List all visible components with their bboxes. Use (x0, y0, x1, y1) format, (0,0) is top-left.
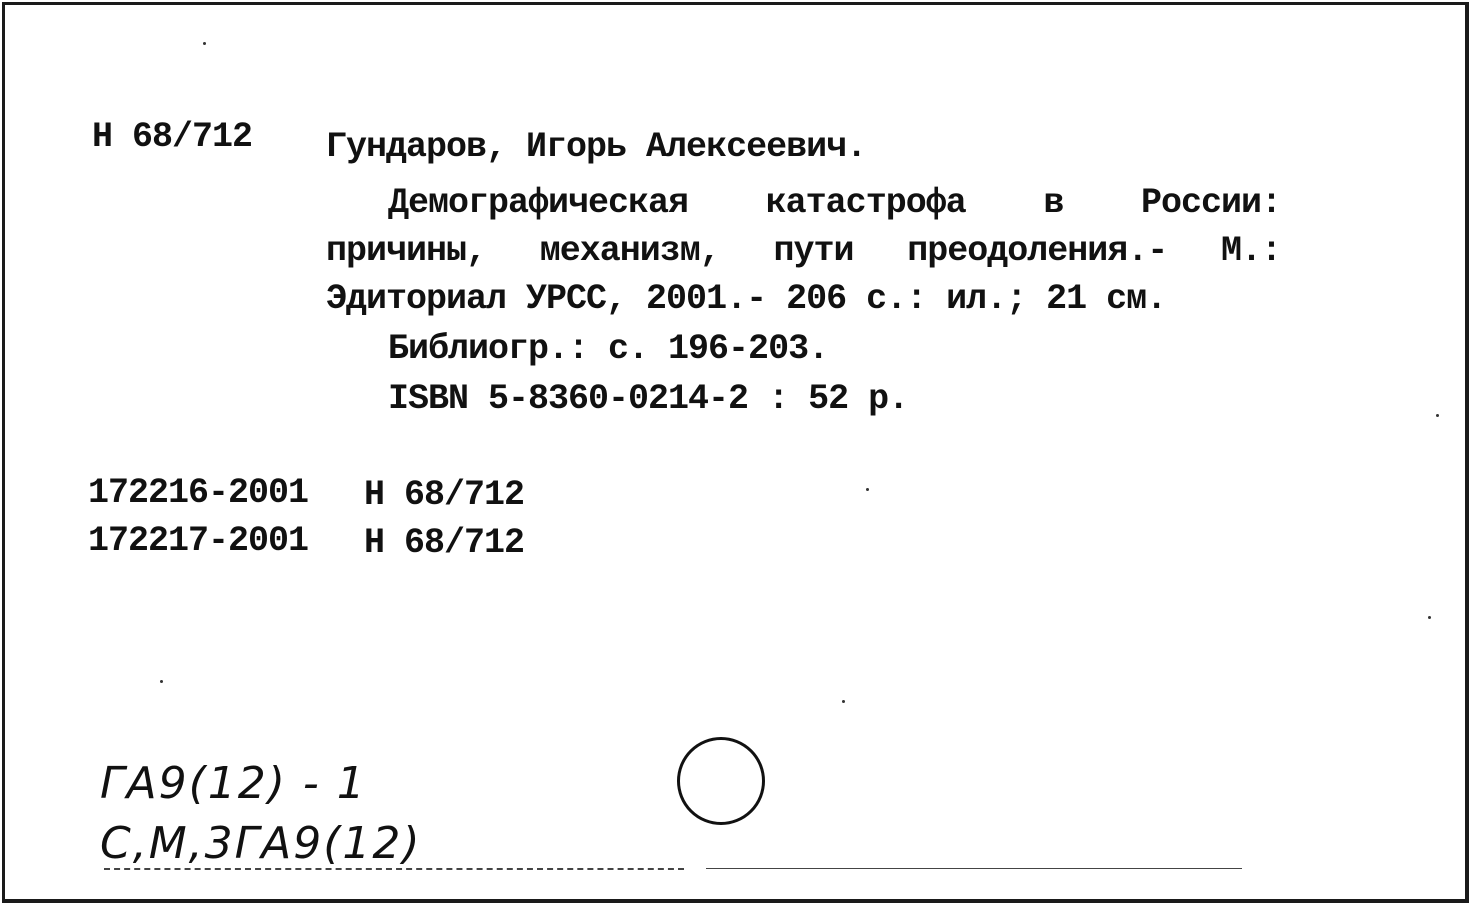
author-heading: Гундаров, Игорь Алексеевич. (326, 127, 867, 167)
holding-shelf: Н 68/712 (364, 523, 525, 563)
title-word: преодоления.- (907, 231, 1168, 271)
holding-inventory: 172217-2001 (88, 521, 309, 561)
title-word: причины, (326, 231, 487, 271)
title-word: М.: (1220, 231, 1281, 271)
paper-speck (1436, 414, 1439, 417)
title-word: России: (1140, 183, 1281, 223)
rule-line (706, 868, 1242, 869)
paper-speck (842, 700, 845, 703)
title-line-1 (388, 183, 1281, 223)
title-line-2 (326, 231, 1281, 271)
title-word: механизм, (539, 231, 720, 271)
imprint-line: Эдиториал УРСС, 2001.- 206 с.: ил.; 21 см. (326, 279, 1167, 319)
paper-speck (1428, 616, 1431, 619)
paper-speck (203, 42, 206, 45)
call-number: Н 68/712 (92, 117, 253, 157)
bibliography-note: Библиогр.: с. 196-203. (388, 329, 829, 369)
holding-shelf: Н 68/712 (364, 475, 525, 515)
paper-speck (866, 488, 869, 491)
title-word: пути (773, 231, 854, 271)
title-word: катастрофа (765, 183, 966, 223)
holding-inventory: 172216-2001 (88, 473, 309, 513)
circle-mark (677, 737, 765, 825)
dashed-rule (104, 868, 684, 870)
paper-speck (160, 680, 163, 683)
handwritten-classification: ГА9(12) - 1 (100, 758, 367, 809)
title-word: Демографическая (388, 183, 689, 223)
isbn-line: ISBN 5-8360-0214-2 : 52 р. (388, 379, 909, 419)
handwritten-classification: С,М,3ГА9(12) (100, 818, 422, 869)
title-word: в (1043, 183, 1064, 223)
